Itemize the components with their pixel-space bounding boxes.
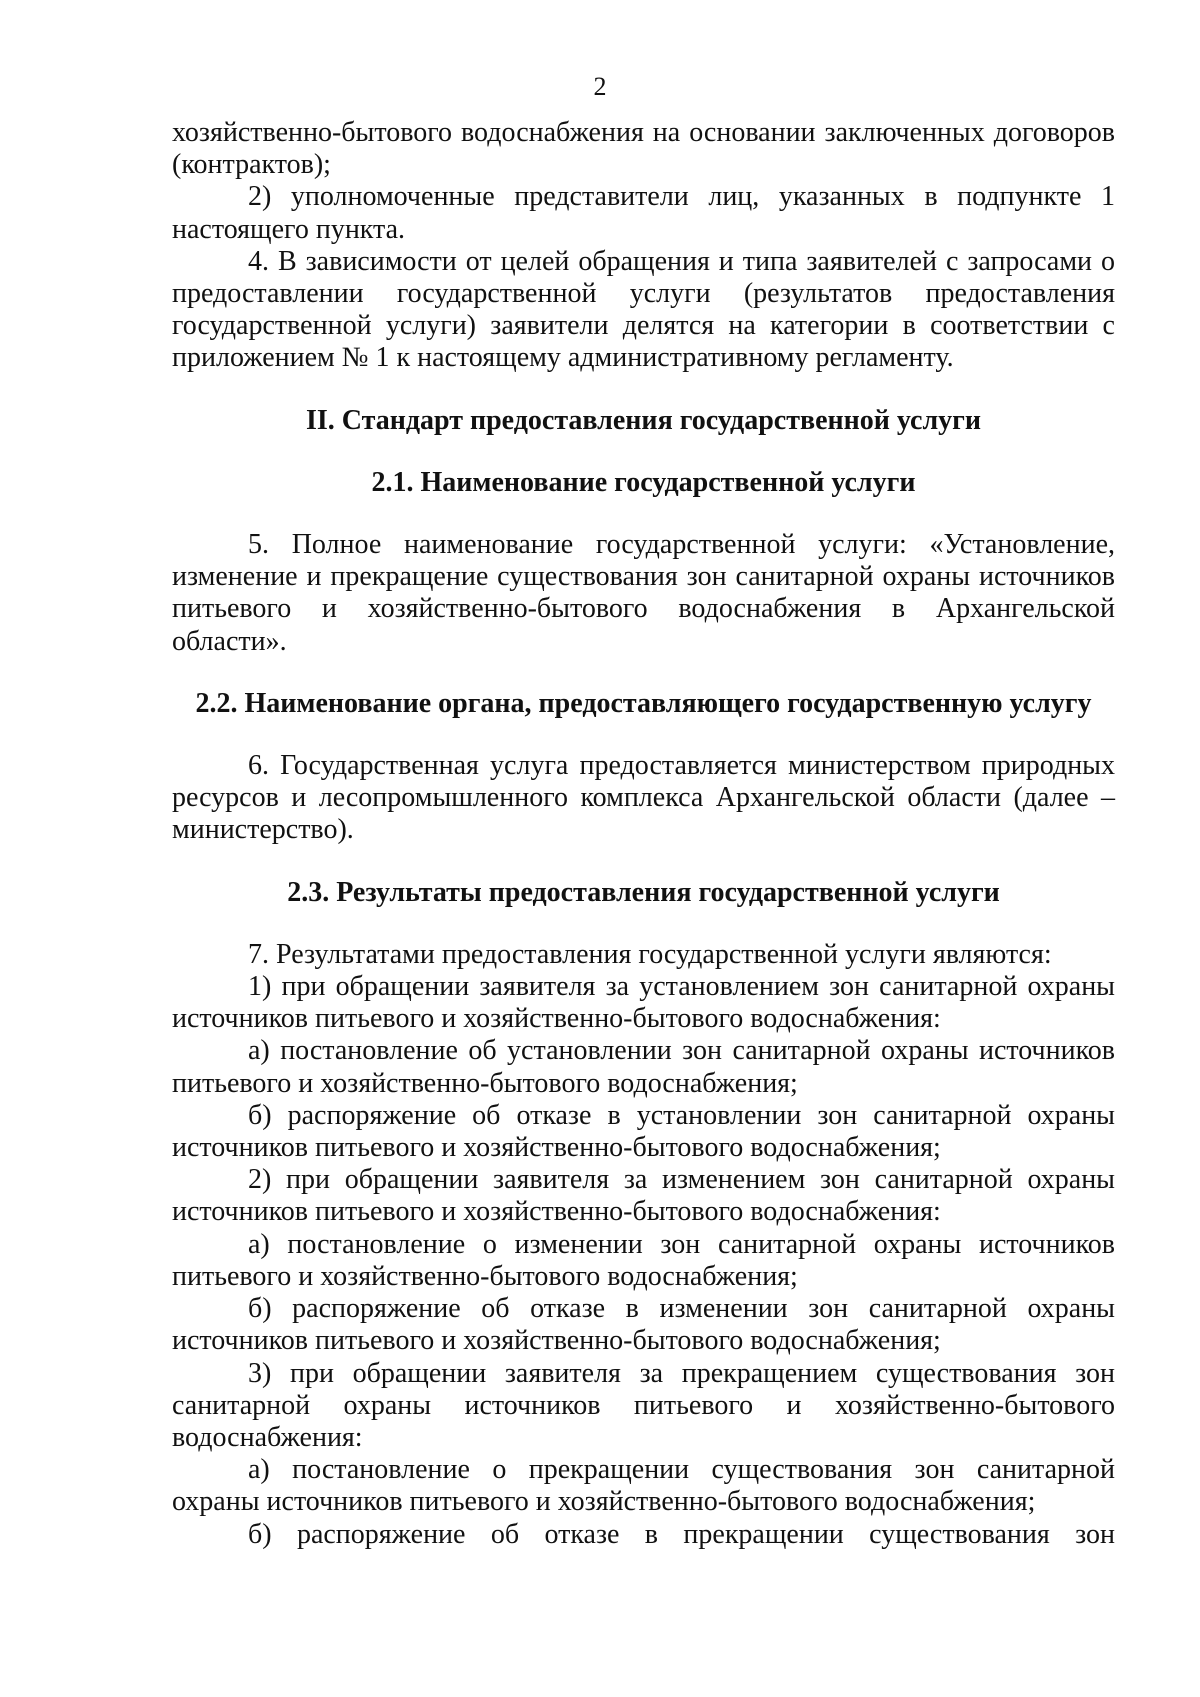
paragraph-4: 4. В зависимости от целей обращения и типа заявителей с запросами о предоставлении государственной услуги (результатов предоставления государственной услуги) заявители делятся на категории в соответствии с приложением № 1 к настоящему административному регламенту. bbox=[172, 245, 1115, 374]
paragraph-7: 7. Результатами предоставления государственной услуги являются: bbox=[248, 938, 1052, 970]
section-title: II. Стандарт предоставления государственной услуги bbox=[305, 404, 982, 436]
list-item: б) распоряжение об отказе в изменении зон санитарной охраны источников питьевого и хозяйственно-бытового водоснабжения; bbox=[172, 1293, 1115, 1357]
list-item: 3) при обращении заявителя за прекращением существования зон санитарной охраны источников питьевого и хозяйственно-бытового водоснабжения: bbox=[172, 1357, 1115, 1453]
list-item: 2) при обращении заявителя за изменением зон санитарной охраны источников питьевого и хозяйственно-бытового водоснабжения: bbox=[172, 1164, 1115, 1228]
subsection-2-1-heading: 2.1. Наименование государственной услуги bbox=[371, 466, 916, 498]
list-item: а) постановление о прекращении существования зон санитарной охраны источников питьевого и хозяйственно-бытового водоснабжения; bbox=[172, 1454, 1115, 1518]
subsection-2-3-heading: 2.3. Результаты предоставления государственной услуги bbox=[287, 876, 1000, 908]
paragraph-continuation: хозяйственно-бытового водоснабжения на основании заключенных договоров (контрактов); bbox=[172, 117, 1115, 181]
paragraph-6: 6. Государственная услуга предоставляется министерством природных ресурсов и лесопромышленного комплекса Архангельской области (далее – министерство). bbox=[172, 750, 1115, 846]
list-item: б) распоряжение об отказе в установлении зон санитарной охраны источников питьевого и хозяйственно-бытового водоснабжения; bbox=[172, 1099, 1115, 1164]
list-item: б) распоряжение об отказе в прекращении существования зон bbox=[248, 1518, 1115, 1550]
page-number: 2 bbox=[593, 72, 607, 101]
list-item: а) постановление о изменении зон санитарной охраны источников питьевого и хозяйственно-бытового водоснабжения; bbox=[172, 1228, 1115, 1292]
subsection-2-2-heading: 2.2. Наименование органа, предоставляющего государственную услугу bbox=[195, 687, 1092, 719]
list-item: а) постановление об установлении зон санитарной охраны источников питьевого и хозяйственно-бытового водоснабжения; bbox=[172, 1035, 1115, 1099]
list-item: 1) при обращении заявителя за установлением зон санитарной охраны источников питьевого и хозяйственно-бытового водоснабжения: bbox=[172, 971, 1115, 1035]
document-body bbox=[172, 117, 1115, 1551]
paragraph-5: 5. Полное наименование государственной услуги: «Установление, изменение и прекращение существования зон санитарной охраны источников питьевого и хозяйственно-бытового водоснабжения в Архангельской области». bbox=[172, 529, 1115, 657]
paragraph-representatives: 2) уполномоченные представители лиц, указанных в подпункте 1 настоящего пункта. bbox=[172, 181, 1115, 245]
